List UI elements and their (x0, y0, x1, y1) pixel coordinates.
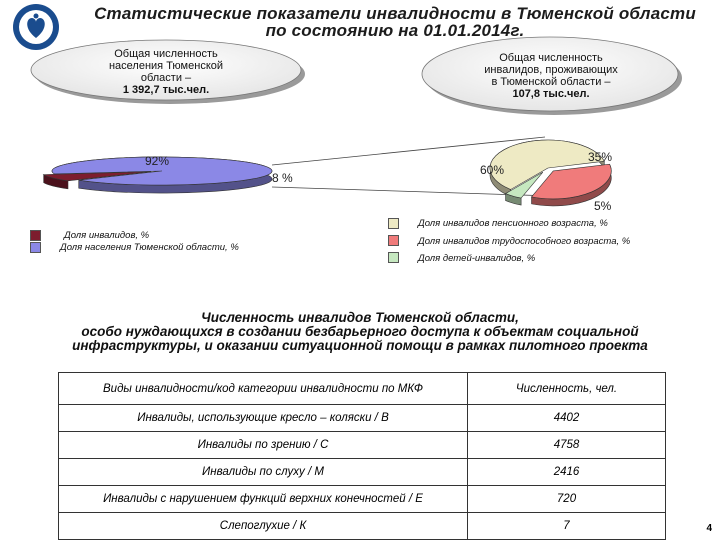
table-cell-category: Инвалиды с нарушением функций верхних конечностей / Е (59, 486, 468, 513)
table-row (59, 459, 666, 486)
subtitle-line-3: инфраструктуры, и оказании ситуационной помощи в рамках пилотного проекта (72, 338, 648, 353)
table-header-row (59, 373, 666, 405)
table-cell-count: 7 (468, 513, 666, 540)
data-label-8: 8 % (272, 171, 293, 185)
subtitle-line-2: особо нуждающихся в создании безбарьерного доступа к объектам социальной (81, 324, 639, 339)
population-oval-text: Общая численность населения Тюменской области – 1 392,7 тыс.чел. (108, 48, 224, 96)
table-header-count: Численность, чел. (468, 373, 666, 405)
subtitle-line-1: Численность инвалидов Тюменской области, (201, 310, 519, 325)
table-cell-category: Инвалиды по зрению / С (59, 432, 468, 459)
legend-label-disabled: Доля инвалидов, % (64, 230, 150, 241)
table-cell-category: Слепоглухие / К (59, 513, 468, 540)
legend-swatch-children (388, 252, 399, 263)
table-cell-count: 4758 (468, 432, 666, 459)
table-row (59, 486, 666, 513)
page-title-line-2: по состоянию на 01.01.2014г. (265, 21, 525, 40)
table-row (59, 513, 666, 540)
legend-label-population: Доля населения Тюменской области, % (60, 242, 239, 253)
legend-label-working: Доля инвалидов трудоспособного возраста, % (418, 236, 631, 247)
table-cell-category: Инвалиды, использующие кресло – коляски / В (59, 405, 468, 432)
legend-right (388, 216, 718, 266)
legend-swatch-working (388, 235, 399, 246)
data-label-5: 5% (594, 199, 612, 213)
table-cell-count: 720 (468, 486, 666, 513)
page-number: 4 (706, 523, 712, 534)
table-row (59, 405, 666, 432)
legend-swatch-pension (388, 218, 399, 229)
legend-label-children: Доля детей-инвалидов, % (418, 253, 536, 264)
page-title-line-1: Статистические показатели инвалидности в Тюменской области (94, 4, 696, 23)
data-label-92: 92% (145, 154, 170, 168)
table-cell-count: 2416 (468, 459, 666, 486)
legend-swatch-population (30, 242, 41, 253)
legend-swatch-disabled (30, 230, 41, 241)
data-label-35: 35% (588, 150, 613, 164)
table-cell-category: Инвалиды по слуху / М (59, 459, 468, 486)
disability-table (58, 372, 666, 540)
legend-left (30, 226, 360, 256)
disabled-oval-text: Общая численность инвалидов, проживающих в Тюменской области – 107,8 тыс.чел. (484, 52, 618, 100)
table-header-category: Виды инвалидности/код категории инвалидности по МКФ (59, 373, 468, 405)
legend-label-pension: Доля инвалидов пенсионного возраста, % (418, 218, 608, 229)
data-label-60: 60% (480, 163, 505, 177)
table-row (59, 432, 666, 459)
table-cell-count: 4402 (468, 405, 666, 432)
